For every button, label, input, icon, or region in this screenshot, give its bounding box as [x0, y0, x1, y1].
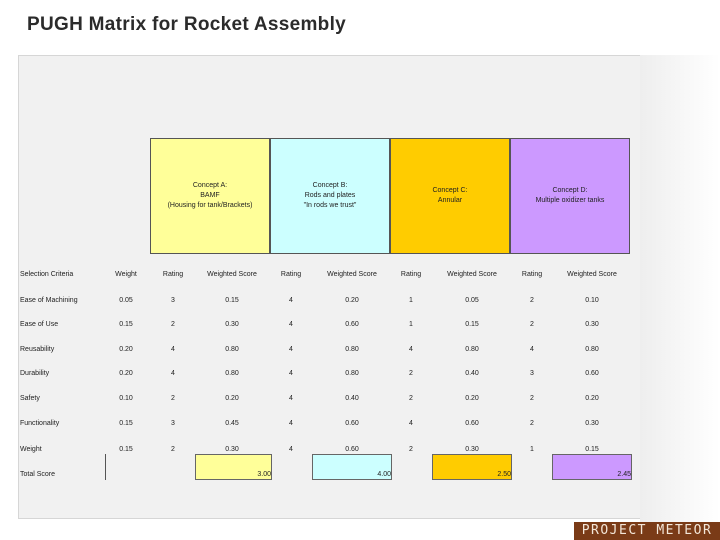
concept-header-c — [390, 138, 510, 254]
weighted-score-value: 0.60 — [465, 420, 479, 427]
column-header: Weighted Score — [327, 271, 377, 278]
weighted-score-value: 0.40 — [465, 370, 479, 377]
weighted-score-value: 0.15 — [465, 321, 479, 328]
total-score-value: 3.00 — [257, 471, 271, 478]
total-score-label: Total Score — [20, 471, 56, 478]
weight-value: 0.05 — [119, 297, 133, 304]
weighted-score-value: 0.45 — [225, 420, 239, 427]
weighted-score-value: 0.80 — [585, 346, 599, 353]
rating-value: 4 — [289, 370, 293, 377]
weighted-score-value: 0.80 — [225, 346, 239, 353]
rating-value: 3 — [171, 420, 175, 427]
criteria-label: Ease of Machining — [20, 297, 78, 304]
rating-value: 4 — [289, 420, 293, 427]
weighted-score-value: 0.80 — [345, 346, 359, 353]
weighted-score-value: 0.10 — [585, 297, 599, 304]
concept-header-d — [510, 138, 630, 254]
project-meteor-logo: PROJECT METEOR — [574, 522, 720, 540]
rating-value: 4 — [289, 446, 293, 453]
criteria-label: Safety — [20, 395, 40, 402]
weight-value: 0.20 — [119, 370, 133, 377]
criteria-label: Ease of Use — [20, 321, 59, 328]
rating-value: 4 — [171, 370, 175, 377]
column-header: Rating — [521, 271, 543, 278]
criteria-label: Functionality — [20, 420, 60, 427]
rating-value: 1 — [409, 297, 413, 304]
weighted-score-value: 0.40 — [345, 395, 359, 402]
rating-value: 1 — [530, 446, 534, 453]
rating-value: 2 — [530, 420, 534, 427]
weighted-score-value: 0.20 — [345, 297, 359, 304]
rating-value: 3 — [171, 297, 175, 304]
rating-value: 3 — [530, 370, 534, 377]
column-header: Weighted Score — [567, 271, 617, 278]
rating-value: 2 — [530, 297, 534, 304]
weight-value: 0.10 — [119, 395, 133, 402]
rating-value: 2 — [171, 321, 175, 328]
weighted-score-value: 0.80 — [465, 346, 479, 353]
weight-value: 0.15 — [119, 446, 133, 453]
column-header: Weighted Score — [207, 271, 257, 278]
weighted-score-value: 0.60 — [345, 446, 359, 453]
rating-value: 2 — [409, 395, 413, 402]
column-divider — [105, 454, 106, 480]
column-header: Rating — [400, 271, 422, 278]
rating-value: 2 — [530, 321, 534, 328]
criteria-label: Weight — [20, 446, 42, 453]
rating-value: 1 — [409, 321, 413, 328]
weight-value: 0.20 — [119, 346, 133, 353]
weighted-score-value: 0.30 — [585, 321, 599, 328]
rating-value: 2 — [409, 370, 413, 377]
column-header: Weighted Score — [447, 271, 497, 278]
rating-value: 4 — [289, 395, 293, 402]
weighted-score-value: 0.05 — [465, 297, 479, 304]
weighted-score-value: 0.60 — [345, 321, 359, 328]
weighted-score-value: 0.30 — [585, 420, 599, 427]
weighted-score-value: 0.20 — [585, 395, 599, 402]
concept-label: Concept D: Multiple oxidizer tanks — [535, 187, 605, 204]
total-score-value: 4.00 — [377, 471, 391, 478]
rating-value: 4 — [409, 346, 413, 353]
weighted-score-value: 0.15 — [585, 446, 599, 453]
weighted-score-value: 0.20 — [225, 395, 239, 402]
rating-value: 2 — [530, 395, 534, 402]
rating-value: 4 — [289, 321, 293, 328]
weighted-score-value: 0.80 — [225, 370, 239, 377]
weighted-score-value: 0.30 — [465, 446, 479, 453]
rating-value: 2 — [409, 446, 413, 453]
rating-value: 4 — [289, 297, 293, 304]
weighted-score-value: 0.30 — [225, 321, 239, 328]
total-score-value: 2.45 — [617, 471, 631, 478]
weighted-score-value: 0.60 — [345, 420, 359, 427]
rating-value: 2 — [171, 446, 175, 453]
column-header: Rating — [280, 271, 302, 278]
weight-value: 0.15 — [119, 321, 133, 328]
concept-label: Concept A: BAMF (Housing for tank/Brackets) — [167, 182, 253, 209]
weighted-score-value: 0.20 — [465, 395, 479, 402]
concept-header-b — [270, 138, 390, 254]
column-header: Selection Criteria — [20, 271, 74, 278]
rating-value: 4 — [530, 346, 534, 353]
rating-value: 4 — [289, 346, 293, 353]
weight-value: 0.15 — [119, 420, 133, 427]
weighted-score-value: 0.80 — [345, 370, 359, 377]
total-score-value: 2.50 — [497, 471, 511, 478]
criteria-label: Durability — [20, 370, 50, 377]
weighted-score-value: 0.30 — [225, 446, 239, 453]
rating-value: 2 — [171, 395, 175, 402]
rating-value: 4 — [171, 346, 175, 353]
criteria-label: Reusability — [20, 346, 55, 353]
concept-header-a — [150, 138, 270, 254]
rating-value: 4 — [409, 420, 413, 427]
column-header: Rating — [162, 271, 184, 278]
weighted-score-value: 0.15 — [225, 297, 239, 304]
concept-label: Concept C: Annular — [432, 187, 468, 204]
slide-title: PUGH Matrix for Rocket Assembly — [27, 14, 347, 35]
concept-label: Concept B: Rods and plates "In rods we trust" — [303, 182, 357, 209]
column-header: Weight — [115, 271, 137, 278]
weighted-score-value: 0.60 — [585, 370, 599, 377]
